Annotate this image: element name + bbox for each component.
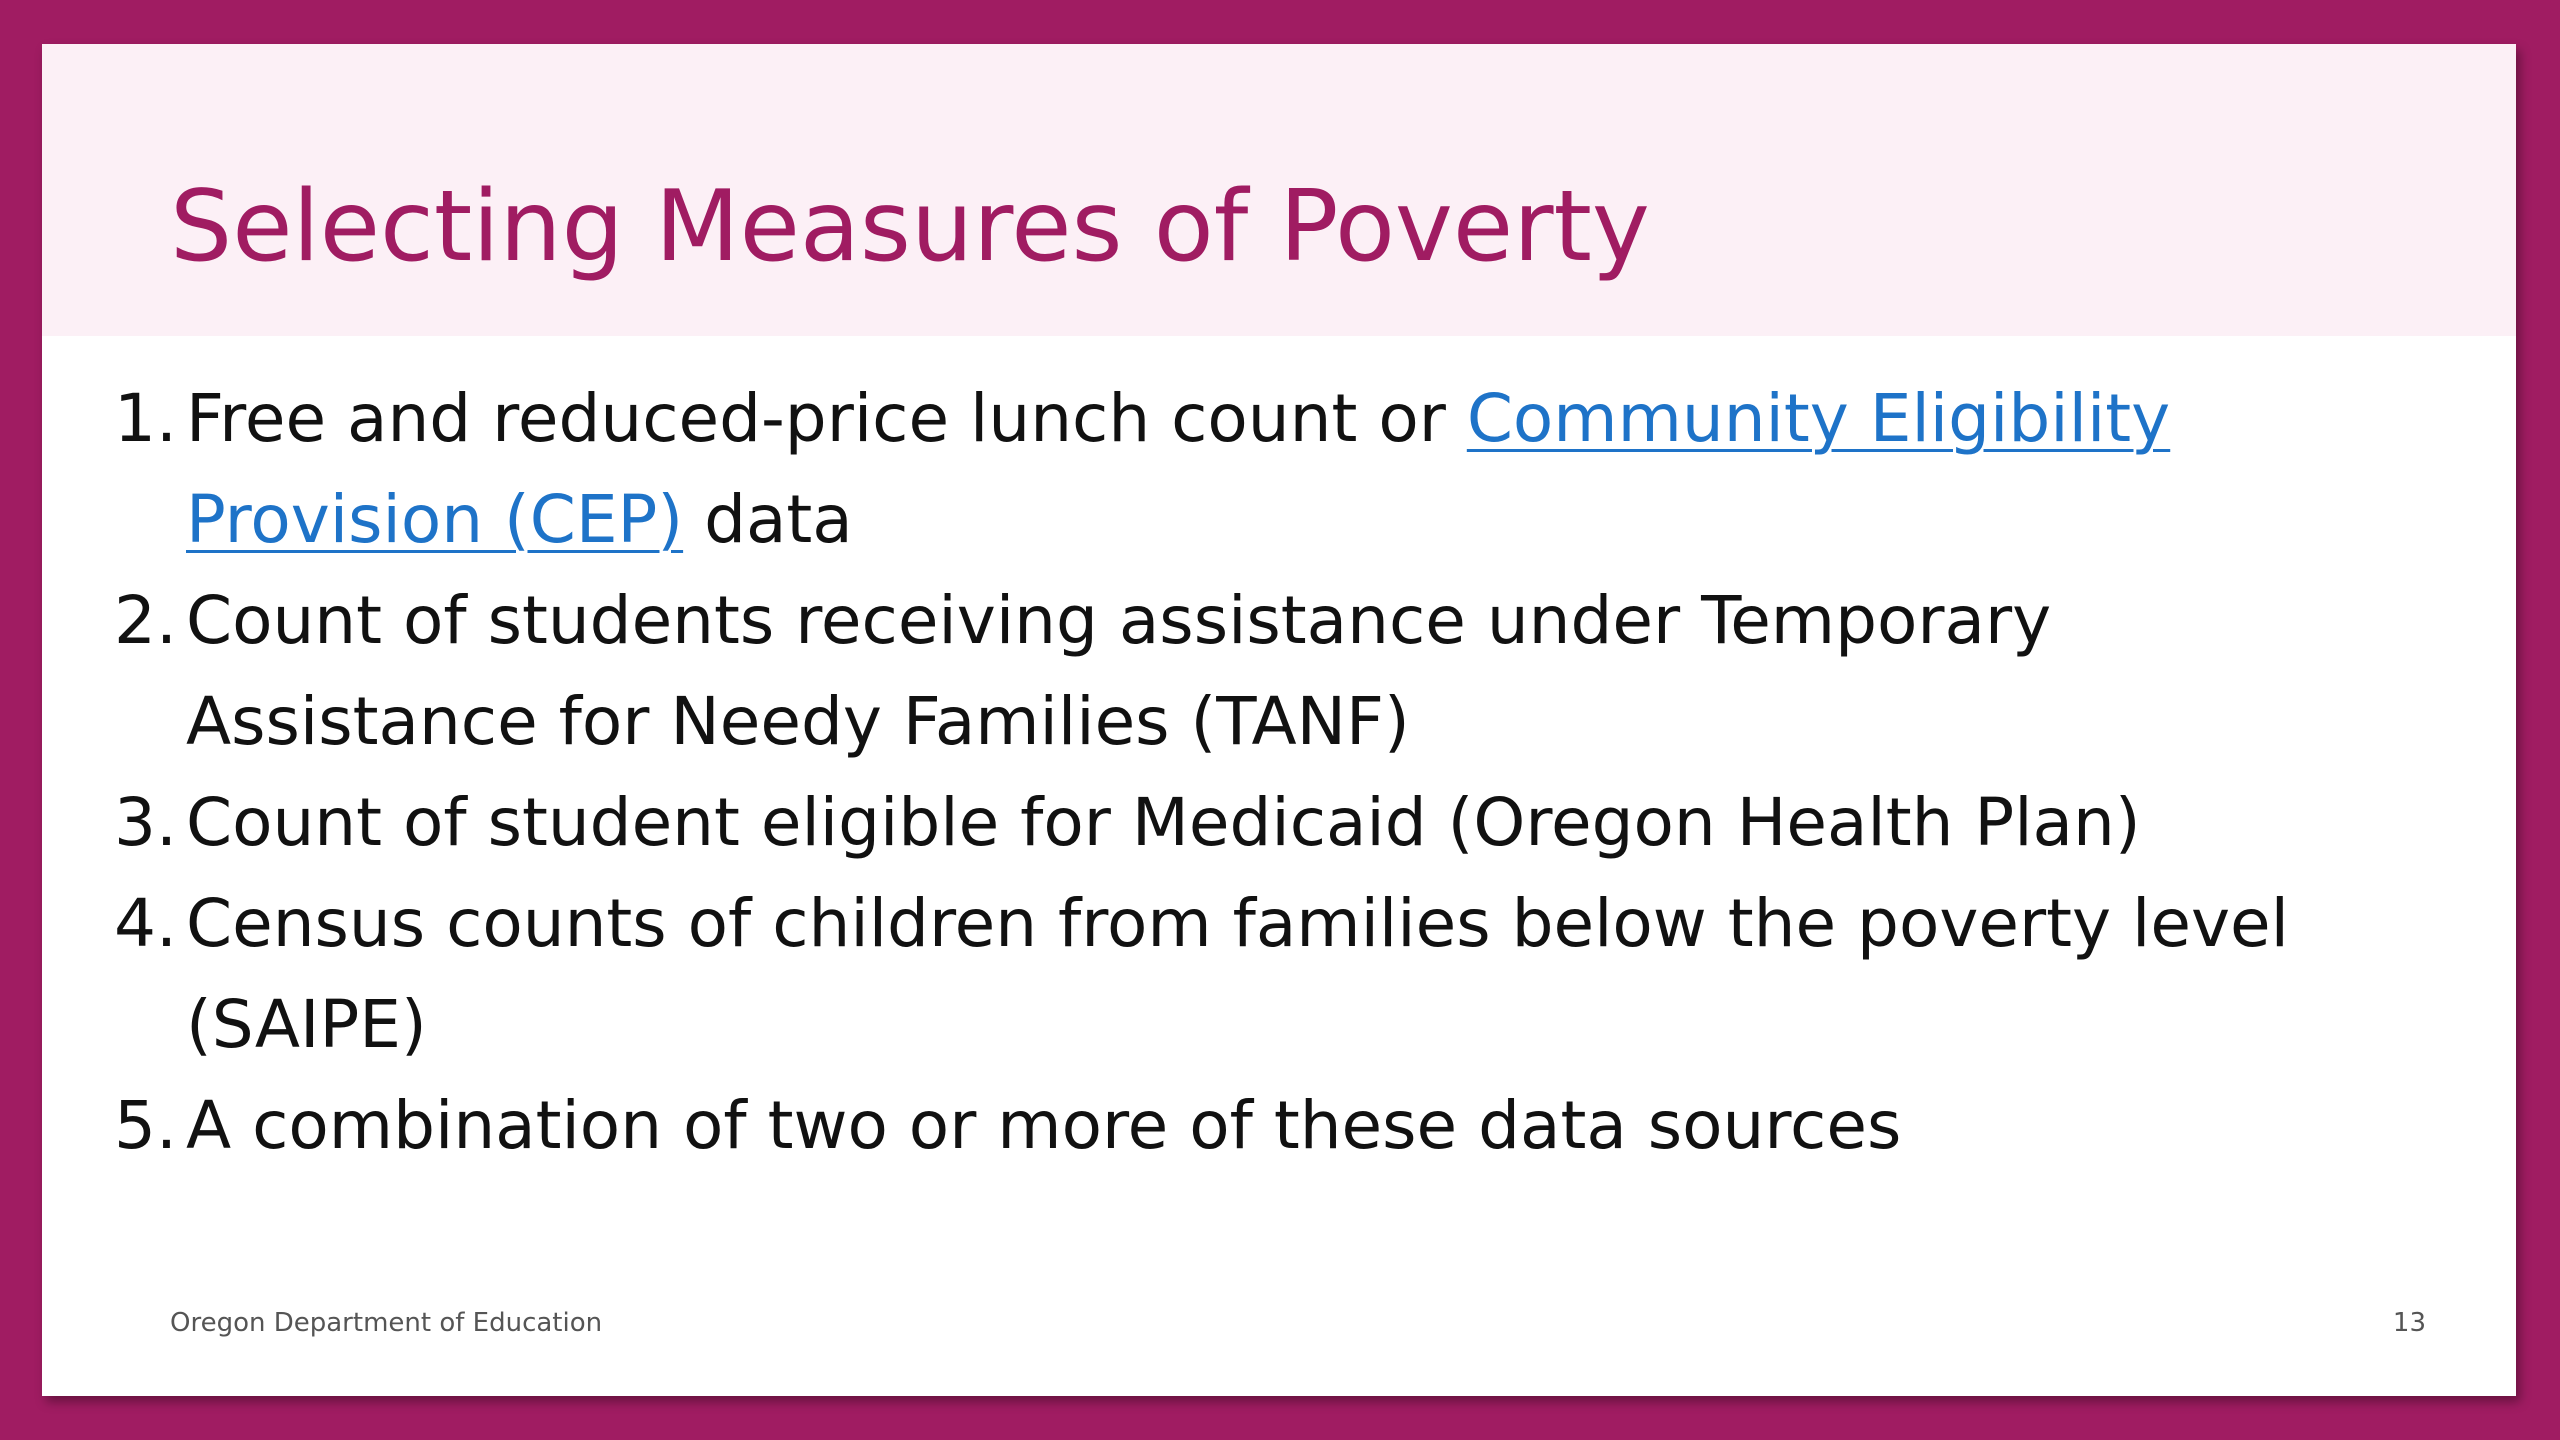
- footer-organization: Oregon Department of Education: [170, 1308, 603, 1338]
- slide-title: Selecting Measures of Poverty: [170, 170, 1650, 284]
- list-item: [114, 772, 2414, 873]
- list-number: 1.: [114, 380, 177, 457]
- list-item: [114, 570, 2414, 772]
- list-item: [114, 368, 2414, 570]
- page-number: 13: [2392, 1308, 2426, 1338]
- list-item: [114, 873, 2414, 1075]
- item-text-after: data: [683, 481, 853, 558]
- item-text: A combination of two or more of these data sources: [186, 1087, 1902, 1164]
- item-text: Census counts of children from families below the poverty level (SAIPE): [186, 885, 2289, 1063]
- measures-list: [114, 368, 2414, 1176]
- cep-link[interactable]: Community Eligibility Provision (CEP): [186, 380, 2171, 558]
- item-text: Count of student eligible for Medicaid (Oregon Health Plan): [186, 784, 2141, 861]
- list-number: 2.: [114, 582, 177, 659]
- list-number: 5.: [114, 1087, 177, 1164]
- item-text-before: Free and reduced-price lunch count or: [186, 380, 1467, 457]
- item-text: Count of students receiving assistance under Temporary Assistance for Needy Families (TANF): [186, 582, 2052, 760]
- list-number: 4.: [114, 885, 177, 962]
- slide: [42, 44, 2516, 1396]
- list-item: [114, 1075, 2414, 1176]
- list-number: 3.: [114, 784, 177, 861]
